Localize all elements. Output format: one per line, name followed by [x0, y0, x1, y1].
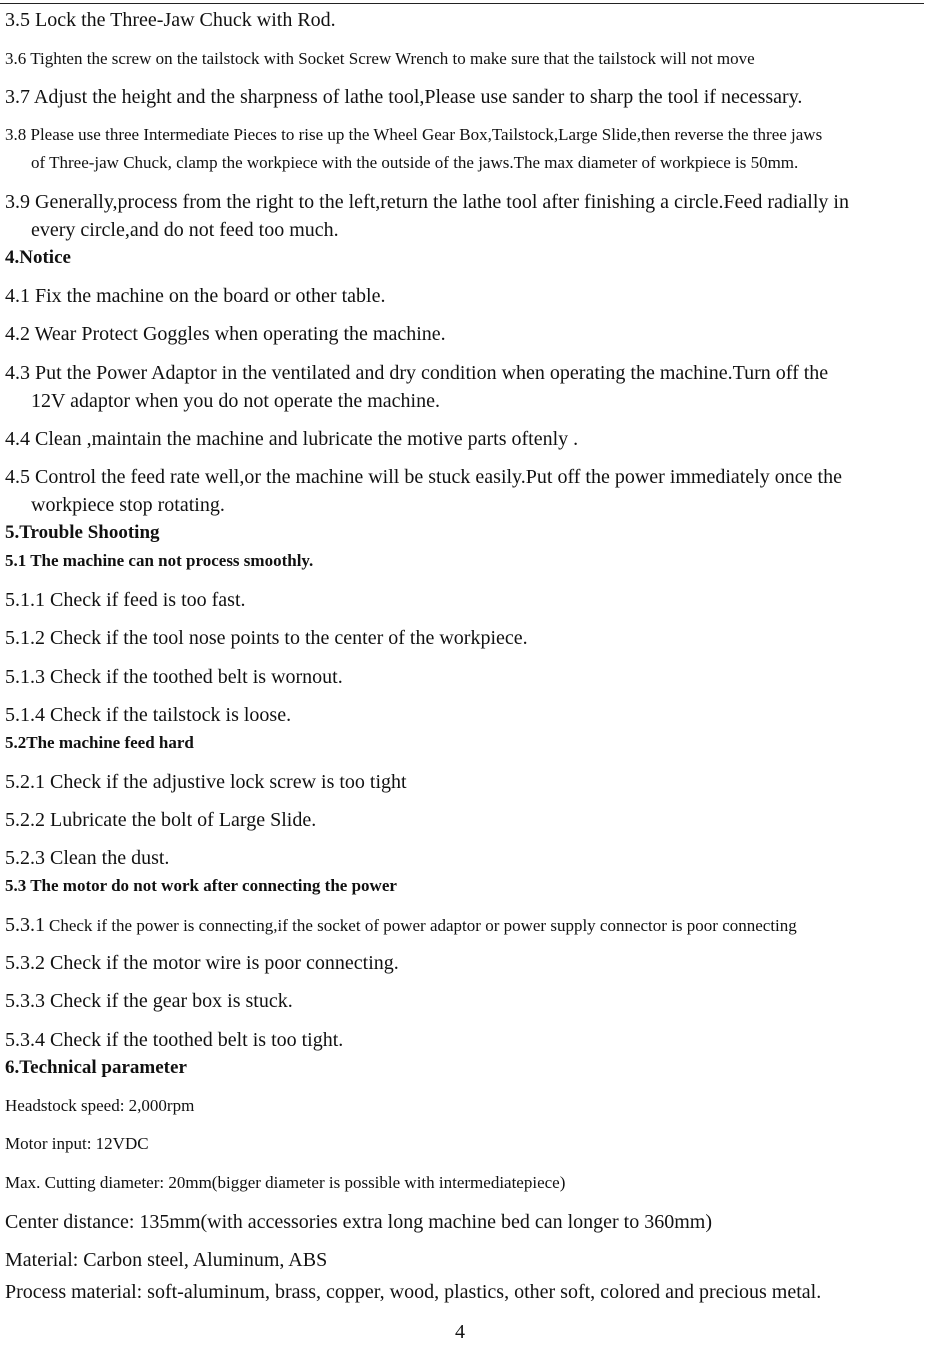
top-rule — [0, 3, 924, 4]
check-5-1-1: 5.1.1 Check if feed is too fast. — [5, 589, 246, 611]
check-5-3-1 — [5, 915, 797, 935]
notice-4-1: 4.1 Fix the machine on the board or other table. — [5, 285, 386, 307]
step-3-7: 3.7 Adjust the height and the sharpness of lathe tool,Please use sander to sharp the tool if necessary. — [5, 86, 803, 108]
param-headstock-speed: Headstock speed: 2,000rpm — [5, 1096, 195, 1115]
step-3-8-line-2: of Three-jaw Chuck, clamp the workpiece with the outside of the jaws.The max diameter of workpiece is 50mm. — [31, 153, 799, 172]
notice-4-3-line-2: 12V adaptor when you do not operate the machine. — [31, 390, 440, 412]
check-5-3-4: 5.3.4 Check if the toothed belt is too tight. — [5, 1029, 344, 1051]
section-5-heading: 5.Trouble Shooting — [5, 522, 160, 543]
check-5-3-1-text: Check if the power is connecting,if the socket of power adaptor or power supply connector is poor connecting — [49, 916, 797, 935]
check-5-2-1: 5.2.1 Check if the adjustive lock screw is too tight — [5, 771, 407, 793]
check-5-1-3: 5.1.3 Check if the toothed belt is wornout. — [5, 666, 343, 688]
subsection-5-3-heading: 5.3 The motor do not work after connecting the power — [5, 876, 397, 895]
check-5-1-2: 5.1.2 Check if the tool nose points to the center of the workpiece. — [5, 627, 528, 649]
check-5-1-4: 5.1.4 Check if the tailstock is loose. — [5, 704, 292, 726]
param-center-distance: Center distance: 135mm(with accessories extra long machine bed can longer to 360mm) — [5, 1211, 713, 1233]
check-5-2-2: 5.2.2 Lubricate the bolt of Large Slide. — [5, 809, 317, 831]
step-3-5: 3.5 Lock the Three-Jaw Chuck with Rod. — [5, 9, 336, 31]
check-5-3-3: 5.3.3 Check if the gear box is stuck. — [5, 990, 293, 1012]
step-3-9-line-1: 3.9 Generally,process from the right to the left,return the lathe tool after finishing a circle.Feed radially in — [5, 191, 849, 213]
notice-4-3-line-1: 4.3 Put the Power Adaptor in the ventilated and dry condition when operating the machine.Turn off the — [5, 362, 829, 384]
notice-4-2: 4.2 Wear Protect Goggles when operating the machine. — [5, 323, 446, 345]
param-process-material: Process material: soft-aluminum, brass, copper, wood, plastics, other soft, colored and precious metal. — [5, 1281, 822, 1303]
subsection-5-1-heading: 5.1 The machine can not process smoothly. — [5, 551, 314, 570]
param-material: Material: Carbon steel, Aluminum, ABS — [5, 1249, 328, 1271]
step-3-6: 3.6 Tighten the screw on the tailstock with Socket Screw Wrench to make sure that the tailstock will not move — [5, 49, 755, 68]
check-5-3-1-number: 5.3.1 — [5, 914, 45, 936]
check-5-2-3: 5.2.3 Clean the dust. — [5, 847, 170, 869]
check-5-3-2: 5.3.2 Check if the motor wire is poor connecting. — [5, 952, 399, 974]
param-max-cutting-diameter: Max. Cutting diameter: 20mm(bigger diameter is possible with intermediatepiece) — [5, 1173, 566, 1192]
subsection-5-2-heading: 5.2The machine feed hard — [5, 733, 194, 752]
step-3-8-line-1: 3.8 Please use three Intermediate Pieces to rise up the Wheel Gear Box,Tailstock,Large Slide,then reverse the three jaws — [5, 125, 823, 144]
section-4-heading: 4.Notice — [5, 247, 71, 268]
notice-4-5-line-1: 4.5 Control the feed rate well,or the machine will be stuck easily.Put off the power immediately once the — [5, 466, 842, 488]
step-3-9-line-2: every circle,and do not feed too much. — [31, 219, 339, 241]
page-number: 4 — [455, 1321, 465, 1343]
section-6-heading: 6.Technical parameter — [5, 1057, 187, 1078]
notice-4-4: 4.4 Clean ,maintain the machine and lubricate the motive parts oftenly . — [5, 428, 579, 450]
notice-4-5-line-2: workpiece stop rotating. — [31, 494, 225, 516]
param-motor-input: Motor input: 12VDC — [5, 1134, 149, 1153]
